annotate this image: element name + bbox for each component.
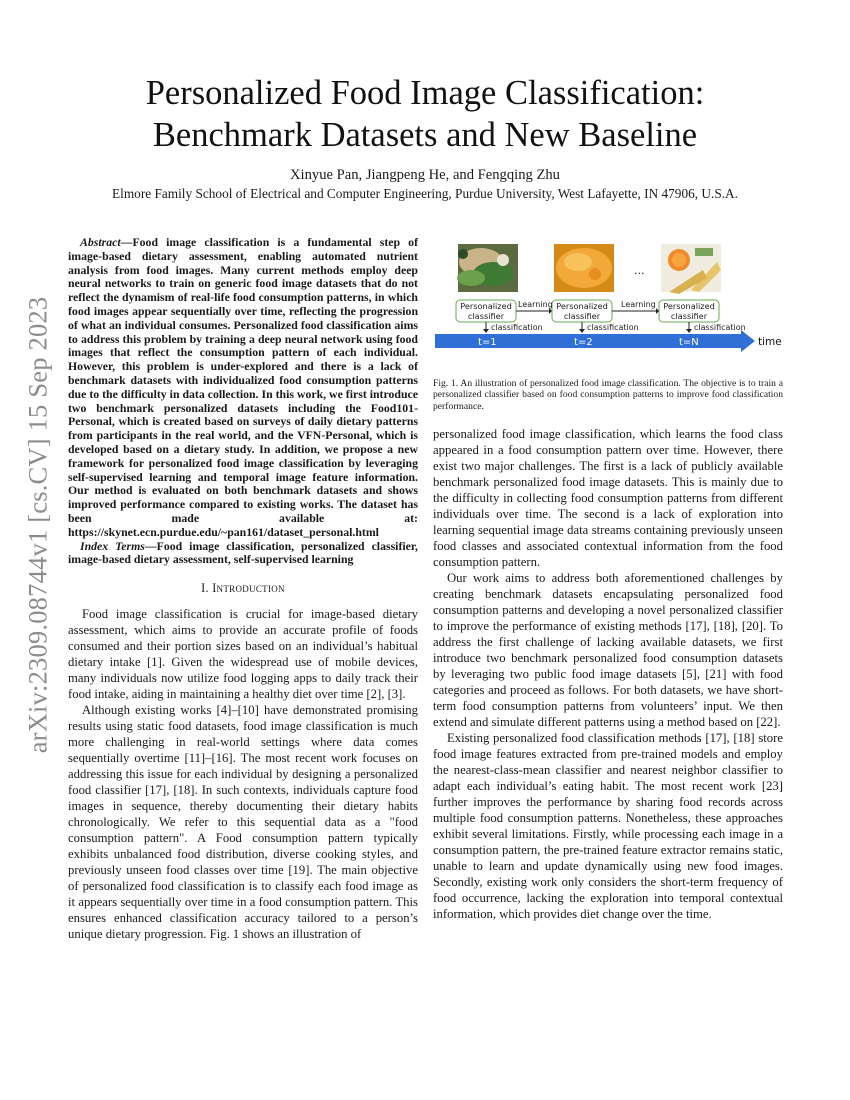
abstract [68,236,418,540]
right-paragraph-1: personalized food image classification, which learns the food class appeared in a food consumption pattern over time. However, there exist two major challenges. The first is a lack of publicly available benchmark personalized food image datasets. This is mainly due to the difficulty in collecting food consumption patterns from different individuals over time. The second is a lack of exploration into learning sequential image data streams containing previously unseen food classes and associated contextual information from the food consumption pattern. [433,427,783,570]
classification-label-3: classification [694,323,746,332]
time-label: time [758,336,782,348]
index-terms-label: Index Terms [80,538,145,553]
classifier-box-1-label [460,301,512,321]
intro-paragraph-2: Although existing works [4]–[10] have demonstrated promising results using static food datasets, food image classification is much more challenging in real-world settings where data comes sequentially overtime [11]–[16]. The most recent work focuses on addressing this issue for each individual by designing a personalized food classifier [17], [18]. In such contexts, individuals capture food images in sequence, thereby documenting their dietary habits chronologically. We refer to this sequential data as a "food consumption pattern". A Food consumption pattern typically exhibits unbalanced food distribution, diverse cooking styles, and previously unseen food classes over time [19]. The main objective of personalized food classification is to classify each food image as it appears sequentially over time in a food consumption pattern. This ensures enhanced classification accuracy tailored to a person’s unique dietary progression. Fig. 1 shows an illustration of [68,703,418,942]
index-terms [68,540,418,568]
section-title: Introduction [212,581,285,596]
timestep-n: t=N [679,337,699,348]
classifier-label-line: Personalized [663,301,715,311]
left-column [68,236,418,942]
classifier-box-2-label [556,301,608,321]
intro-paragraph-1: Food image classification is crucial for image-based dietary assessment, which aims to provide an accurate profile of foods consumed and their portion sizes based on an individual’s habitual dietary intake [1]. Given the widespread use of mobile devices, many individuals now utilize food logging apps to daily track their food intake, aiding in maintaining a healthy diet over time [2], [3]. [68,607,418,702]
affiliation: Elmore Family School of Electrical and Computer Engineering, Purdue University, West Lafayette, IN 47906, U.S.A. [112,186,738,201]
classifier-label-line: Personalized [460,301,512,311]
figure-1-diagram [433,240,785,372]
timestep-2: t=2 [574,337,593,348]
classifier-box-3-label [663,301,715,321]
index-terms-text: —Food image classification, personalized classifier, image-based dietary assessment, self-supervised learning [68,538,418,567]
classifier-label-line: classifier [563,311,601,321]
section-heading [68,581,418,596]
arxiv-id: arXiv:2309.08744v1 [cs.CV] 15 Sep 2023 [22,296,53,754]
food-photo-springrolls [661,244,721,294]
food-photo-salad [457,244,518,292]
authors: Xinyue Pan, Jiangpeng He, and Fengqing Zhu [290,167,560,183]
classifier-label-line: Personalized [556,301,608,311]
figure-1 [433,240,785,372]
figure-1-caption: Fig. 1. An illustration of personalized food image classification. The objective is to train a personalized classifier based on food consumption patterns to improve food classification performance. [433,378,783,412]
title-line-1: Personalized Food Image Classification: [145,74,705,112]
ellipsis-text: ... [634,264,645,277]
learning-label-1: Learning [518,300,553,309]
timestep-1: t=1 [478,337,497,348]
paper-title [60,72,790,156]
food-photo-curry [554,244,614,292]
classification-label-2: classification [587,323,639,332]
abstract-label: Abstract [80,235,121,249]
arxiv-side-stamp [14,290,62,760]
right-paragraph-2: Our work aims to address both aforementioned challenges by creating benchmark datasets encapsulating personalized food consumption patterns and developing a novel personalized classifier to improve the performance of existing methods [17], [18], [20]. To address the first challenge of lacking available datasets, we first introduce two benchmark personalized food consumption datasets by leveraging two public food image datasets [5], [21] with food categories and proceed as follows. For both datasets, we have short-term food consumption patterns from volunteers’ input. We then extend and simulate different patterns using a method based on [22]. [433,571,783,730]
learning-label-2: Learning [621,300,656,309]
abstract-text: —Food image classification is a fundamental step of image-based dietary assessment, enabling automated nutrient analysis from food images. Many current methods employ deep neural networks to train on generic food image datasets that do not reflect the dynamism of real-life food consumption patterns, in which food images appear sequentially over time, reflecting the progression of what an individual consumes. Personalized food classification aims to address this problem by training a deep neural network using food images that reflect the consumption pattern of each individual. However, this problem is under-explored and there is a lack of benchmark datasets with individualized food consumption patterns due to the difficulty in data collection. In this work, we first introduce two benchmark personalized datasets including the Food101-Personal, which is created based on surveys of daily dietary patterns from participants in the real world, and the VFN-Personal, which is developed based on a dietary study. In addition, we propose a new framework for personalized food image classification by leveraging self-supervised learning and temporal image feature information. Our method is evaluated on both benchmark datasets and shows improved performance compared to existing works. The dataset has been made available at: https://skynet.ecn.purdue.edu/~pan161/dataset_personal.html [68,235,418,539]
right-column [433,236,783,922]
title-line-2: Benchmark Datasets and New Baseline [152,116,698,154]
classification-label-1: classification [491,323,543,332]
classifier-label-line: classifier [670,311,708,321]
section-number: I. [201,581,209,596]
right-paragraph-3: Existing personalized food classification methods [17], [18] store food image features extracted from pre-trained models and employ the nearest-class-mean classifier and nearest neighbor classifier to adapt each individual’s eating habit. The most recent work [23] further improves the performance by sharing food records across multiple food consumption patterns. Nonetheless, these approaches exhibit several limitations. Firstly, while processing each image in a consumption pattern, the pre-trained feature extractor remains static, unable to learn and update dynamically using new food images. Secondly, existing work only considers the short-term frequency of food occurrence, lacking the exploration into temporal contextual information, which provides diet change over the time. [433,731,783,922]
classifier-label-line: classifier [467,311,505,321]
